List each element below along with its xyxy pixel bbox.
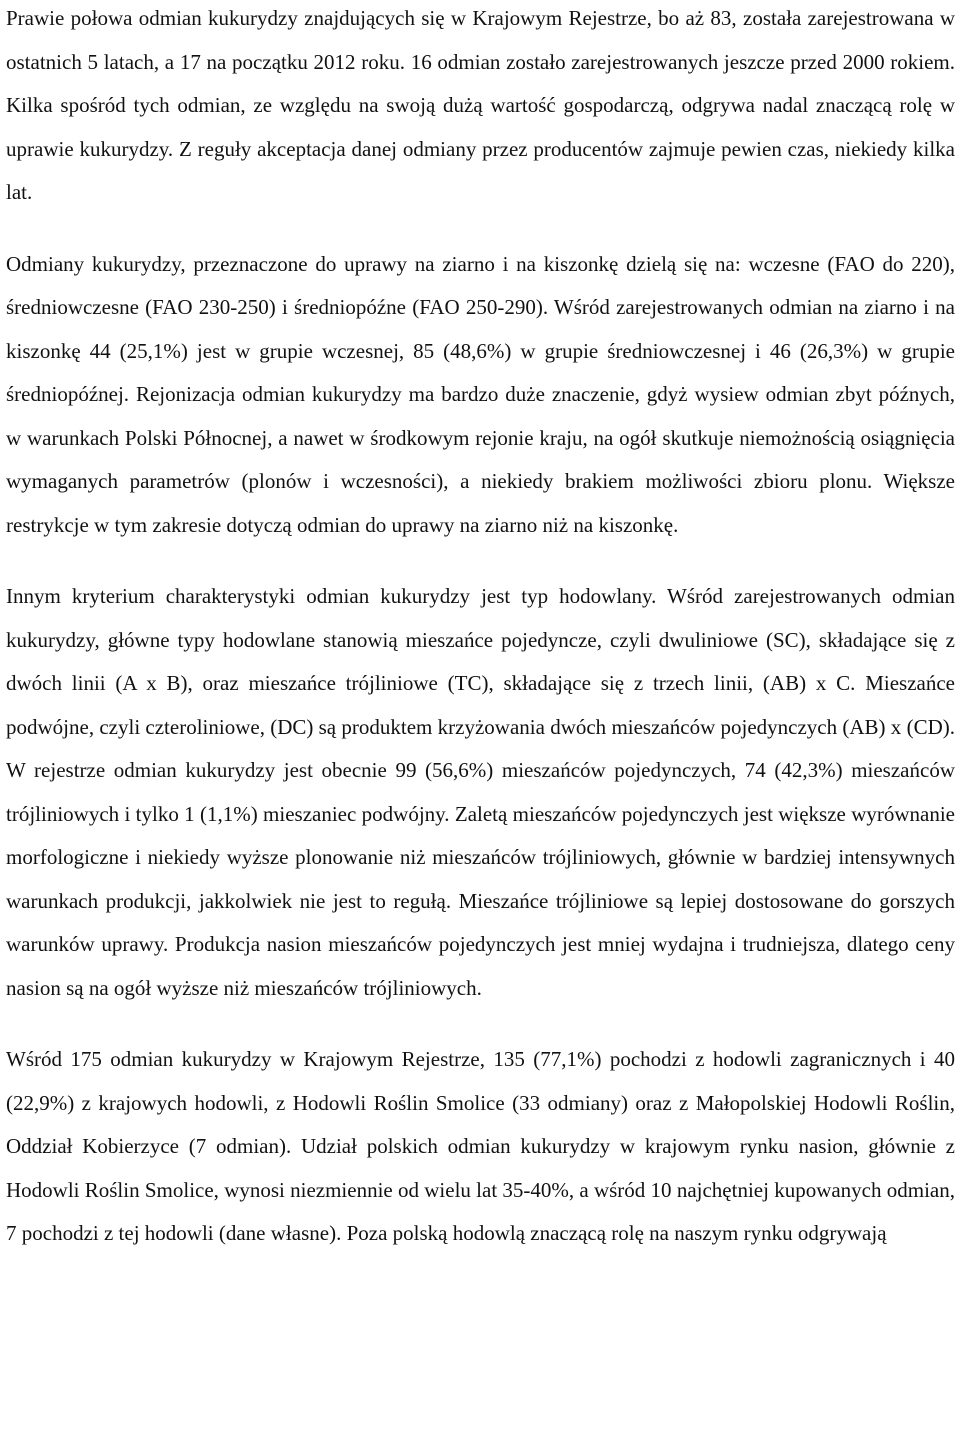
paragraph-variety-registration: Prawie połowa odmian kukurydzy znajdujących się w Krajowym Rejestrze, bo aż 83, została zarejestrowana w ostatnich 5 latach, a 17 na początku 2012 roku. 16 odmian zostało zarejestrowanych jeszcze przed 2000 rokiem. Kilka spośród tych odmian, ze względu na swoją dużą wartość gospodarczą, odgrywa nadal znaczącą rolę w uprawie kukurydzy. Z reguły akceptacja danej odmiany przez producentów zajmuje pewien czas, niekiedy kilka lat. bbox=[6, 6, 955, 204]
paragraph-fao-groups: Odmiany kukurydzy, przeznaczone do uprawy na ziarno i na kiszonkę dzielą się na: wczesne (FAO do 220), średniowczesne (FAO 230-250) i średniopóźne (FAO 250-290). Wśród zarejestrowanych odmian na ziarno i na kiszonkę 44 (25,1%) jest w grupie wczesnej, 85 (48,6%) w grupie średniowczesnej i 46 (26,3%) w grupie średniopóźnej. Rejonizacja odmian kukurydzy ma bardzo duże znaczenie, gdyż wysiew odmian zbyt późnych, w warunkach Polski Północnej, a nawet w środkowym rejonie kraju, na ogół skutkuje niemożnością osiągnięcia wymaganych parametrów (plonów i wczesności), a niekiedy brakiem możliwości zbioru plonu. Większe restrykcje w tym zakresie dotyczą odmian do uprawy na ziarno niż na kiszonkę. bbox=[6, 251, 955, 537]
paragraph-hybrid-types: Innym kryterium charakterystyki odmian kukurydzy jest typ hodowlany. Wśród zarejestrowanych odmian kukurydzy, główne typy hodowlane stanowią mieszańce pojedyncze, czyli dwuliniowe (SC), składające się z dwóch linii (A x B), oraz mieszańce trójliniowe (TC), składające się z trzech linii, (AB) x C. Mieszańce podwójne, czyli czteroliniowe, (DC) są produktem krzyżowania dwóch mieszańców pojedynczych (AB) x (CD). W rejestrze odmian kukurydzy jest obecnie 99 (56,6%) mieszańców pojedynczych, 74 (42,3%) mieszańców trójliniowych i tylko 1 (1,1%) mieszaniec podwójny. Zaletą mieszańców pojedynczych jest większe wyrównanie morfologiczne i niekiedy wyższe plonowanie niż mieszańców trójliniowych, głównie w bardziej intensywnych warunkach produkcji, jakkolwiek nie jest to regułą. Mieszańce trójliniowe są lepiej dostosowane do gorszych warunków uprawy. Produkcja nasion mieszańców pojedynczych jest mniej wydajna i trudniejsza, dlatego ceny nasion są na ogół wyższe niż mieszańców trójliniowych. bbox=[6, 584, 955, 1000]
paragraph-breeding-origin: Wśród 175 odmian kukurydzy w Krajowym Rejestrze, 135 (77,1%) pochodzi z hodowli zagranicznych i 40 (22,9%) z krajowych hodowli, z Hodowli Roślin Smolice (33 odmiany) oraz z Małopolskiej Hodowli Roślin, Oddział Kobierzyce (7 odmian). Udział polskich odmian kukurydzy w krajowym rynku nasion, głównie z Hodowli Roślin Smolice, wynosi niezmiennie od wielu lat 35-40%, a wśród 10 najchętniej kupowanych odmian, 7 pochodzi z tej hodowli (dane własne). Poza polską hodowlą znaczącą rolę na naszym rynku odgrywają bbox=[6, 1047, 955, 1245]
document-page bbox=[6, 0, 955, 1256]
